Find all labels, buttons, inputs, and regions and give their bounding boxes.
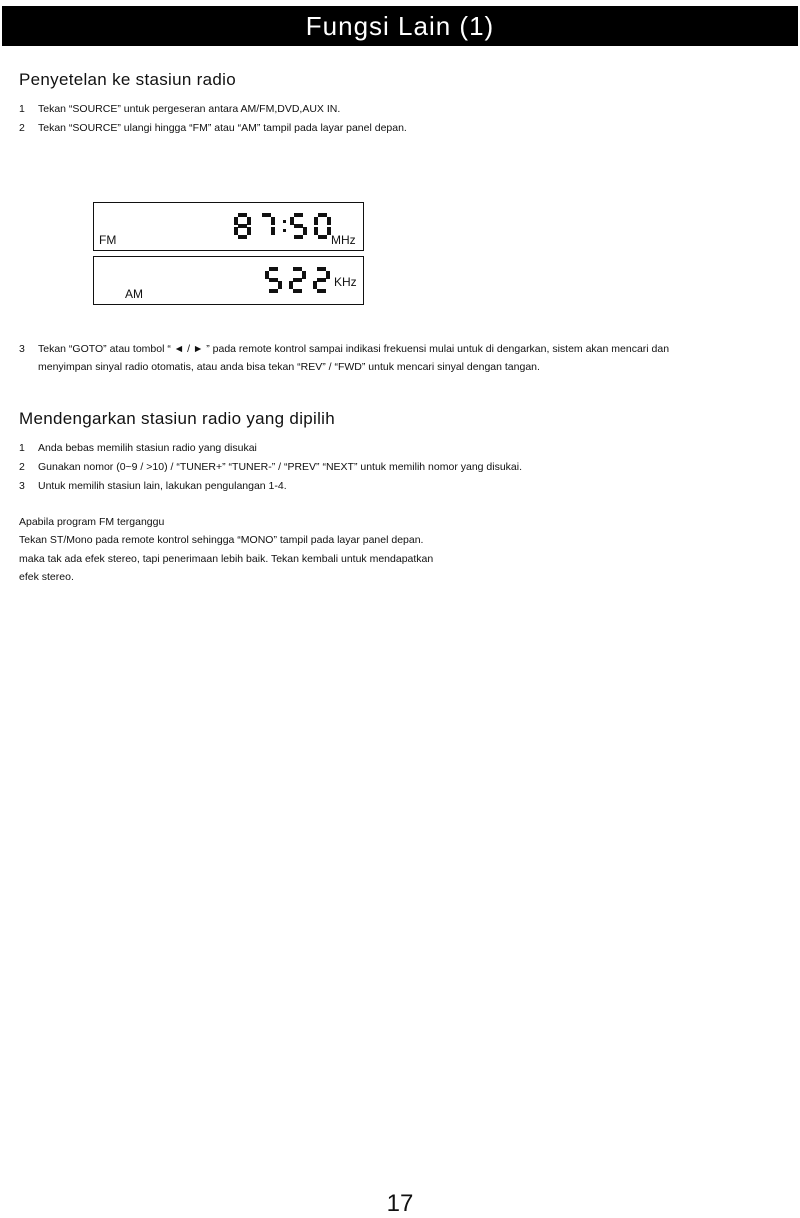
fm-display-panel [93,202,364,251]
list-item: 1 Anda bebas memilih stasiun radio yang disukai [19,442,257,454]
lcd-segment [293,267,302,271]
note-line: Apabila program FM terganggu [19,516,165,528]
lcd-segment [294,213,303,217]
lcd-segment [234,217,238,225]
lcd-segment [269,289,278,293]
note-line: efek stereo. [19,571,74,583]
section-title-tuning: Penyetelan ke stasiun radio [19,70,236,89]
lcd-segment [271,217,275,225]
lcd-segment [269,267,278,271]
lcd-segment [326,271,330,279]
lcd-segment [271,227,275,235]
lcd-segment [265,271,269,279]
list-item: 3 Tekan “GOTO” atau tombol “ ◄ / ► ” pada remote kontrol sampai indikasi frekuensi mulai untuk di dengarkan, sistem akan mencari dan menyimpan sinyal radio otomatis, atau anda bisa tekan “REV” / “FWD” untuk mencari sinyal dengan tangan. [19,343,670,373]
lcd-segment [314,217,318,225]
lcd-segment [313,281,317,289]
lcd-segment [293,289,302,293]
lcd-segment [302,271,306,279]
lcd-segment [262,213,271,217]
am-display-panel [93,256,364,305]
section-title-listening: Mendengarkan stasiun radio yang dipilih [19,409,336,428]
lcd-segment [294,235,303,239]
lcd-segment [294,224,303,228]
lcd-segment [327,217,331,225]
lcd-segment [238,235,247,239]
lcd-decimal-point [283,220,286,223]
fm-frequency-digits [94,203,363,250]
lcd-segment [317,278,326,282]
lcd-segment [278,281,282,289]
lcd-segment [247,217,251,225]
list-item: 1 Tekan “SOURCE” untuk pergeseran antara AM/FM,DVD,AUX IN. [19,103,341,115]
lcd-segment [269,278,278,282]
am-frequency-digits [94,257,363,304]
fm-unit-label: MHz [331,233,356,247]
list-item: 2 Tekan “SOURCE” ulangi hingga “FM” atau “AM” tampil pada layar panel depan. [19,122,407,134]
lcd-segment [290,217,294,225]
am-unit-label: KHz [334,275,357,289]
lcd-segment [318,235,327,239]
list-item: 3 Untuk memilih stasiun lain, lakukan pengulangan 1-4. [19,480,287,492]
lcd-segment [318,213,327,217]
lcd-segment [247,227,251,235]
lcd-segment [317,289,326,293]
lcd-segment [238,224,247,228]
lcd-segment [314,227,318,235]
lcd-segment [234,227,238,235]
am-band-label: AM [125,287,143,301]
page-title-bar [2,6,798,46]
lcd-segment [289,281,293,289]
note-line: Tekan ST/Mono pada remote kontrol sehingga “MONO” tampil pada layar panel depan. [19,534,424,546]
list-item: 2 Gunakan nomor (0~9 / >10) / “TUNER+” “TUNER-” / “PREV” “NEXT” untuk memilih nomor yang disukai. [19,461,523,473]
page-title: Fungsi Lain (1) [305,11,495,41]
lcd-segment [303,227,307,235]
lcd-segment [317,267,326,271]
lcd-decimal-point [283,229,286,232]
fm-band-label: FM [99,233,117,247]
note-line: maka tak ada efek stereo, tapi penerimaan lebih baik. Tekan kembali untuk mendapatkan [19,553,434,565]
lcd-segment [293,278,302,282]
page-number: 17 [386,1190,414,1217]
lcd-segment [238,213,247,217]
